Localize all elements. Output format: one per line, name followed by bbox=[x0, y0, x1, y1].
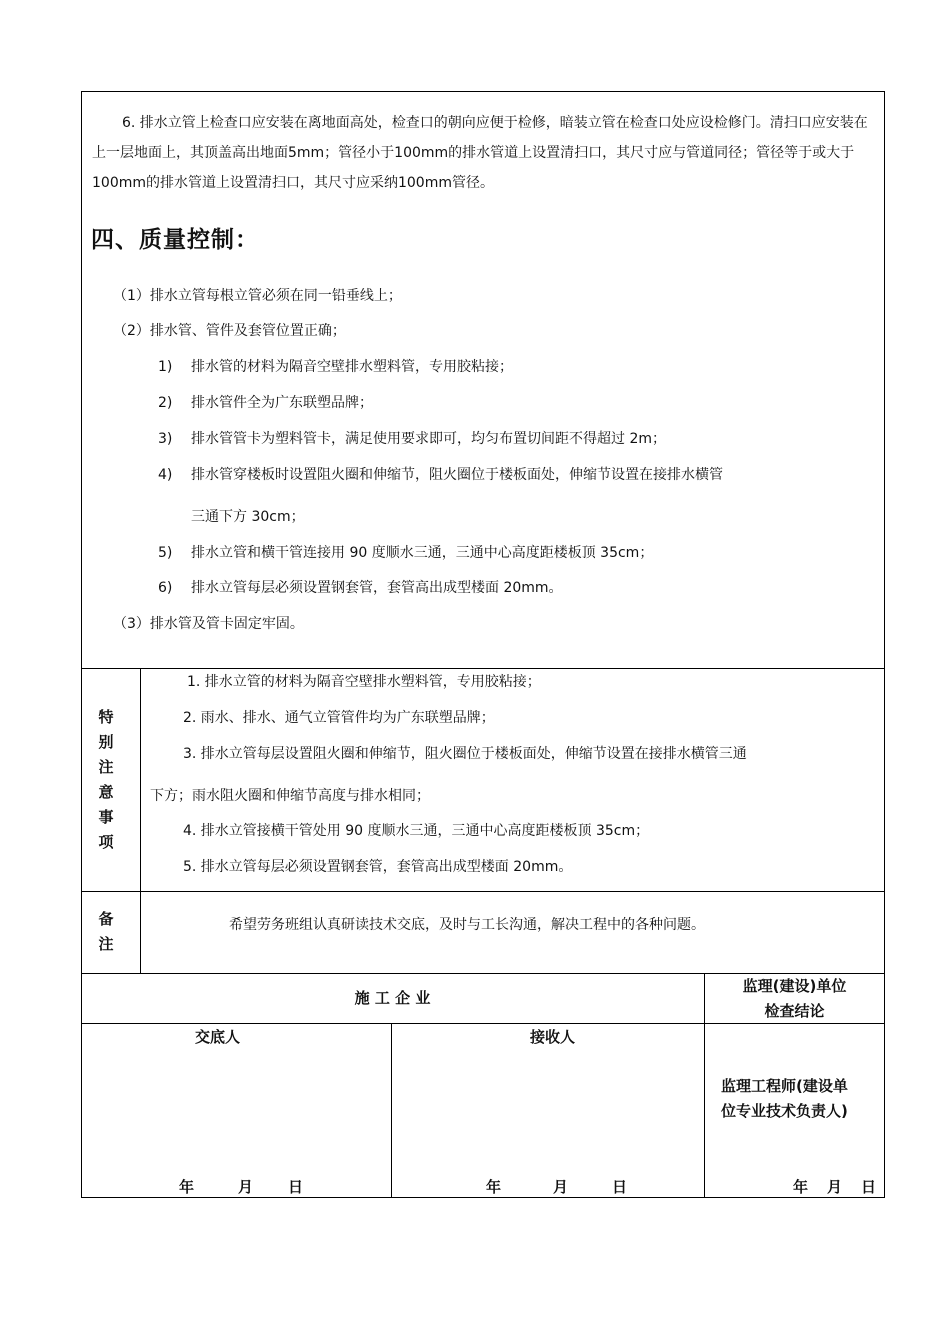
special-label-char: 特 bbox=[98, 708, 114, 726]
divider-remark-top bbox=[81, 891, 885, 892]
qc-item-3: （3）排水管及管卡固定牢固。 bbox=[113, 616, 304, 632]
item-6-paragraph: 6. 排水立管上检查口应安装在离地面高处，检查口的朝向应便于检修，暗装立管在检查口处应设检修门。清扫口应安装在上一层地面上，其顶盖高出地面5mm；管径小于100mm的排水管道上设置清扫口，其尺寸应与管道同径；管径等于或大于100mm的排水管道上设置清扫口，其尺寸应采纳100mm管径。 bbox=[92, 115, 868, 191]
special-note-2: 2. 雨水、排水、通气立管管件均为广东联塑品牌； bbox=[183, 710, 495, 726]
date-year-1: 年 bbox=[179, 1178, 195, 1196]
sub-item-4-text: 排水管穿楼板时设置阻火圈和伸缩节，阻火圈位于楼板面处，伸缩节设置在接排水横管 bbox=[191, 467, 723, 483]
qc-item-2: （2）排水管、管件及套管位置正确； bbox=[113, 323, 346, 339]
special-note-4: 4. 排水立管接横干管处用 90 度顺水三通，三通中心高度距楼板顶 35cm； bbox=[183, 823, 650, 839]
date-day-2: 日 bbox=[612, 1178, 628, 1196]
special-label-char: 别 bbox=[98, 733, 114, 751]
discloser-label: 交底人 bbox=[195, 1028, 241, 1046]
special-label-char: 注 bbox=[98, 758, 114, 776]
date-month-1: 月 bbox=[238, 1178, 254, 1196]
engineer-label-line2: 位专业技术负责人) bbox=[721, 1102, 848, 1120]
supervisor-unit-header-line1: 监理(建设)单位 bbox=[742, 977, 847, 995]
divider-special-top bbox=[81, 668, 885, 669]
remark-label-char: 备 bbox=[98, 910, 114, 928]
divider-sign-header bbox=[81, 1023, 885, 1024]
divider-sign-top bbox=[81, 973, 885, 974]
special-note-1: 1. 排水立管的材料为隔音空壁排水塑料管，专用胶粘接； bbox=[187, 674, 541, 690]
remark-label bbox=[81, 907, 131, 957]
date-month-2: 月 bbox=[553, 1178, 569, 1196]
sub-item-1-num: 1) bbox=[158, 359, 173, 375]
section-heading-quality-control: 四、质量控制： bbox=[91, 227, 259, 253]
date-day-3: 日 bbox=[861, 1178, 877, 1196]
sub-item-3-num: 3) bbox=[158, 431, 173, 447]
special-notes-label bbox=[81, 705, 131, 855]
special-note-5: 5. 排水立管每层必须设置钢套管，套管高出成型楼面 20mm。 bbox=[183, 859, 573, 875]
remark-text: 希望劳务班组认真研读技术交底，及时与工长沟通，解决工程中的各种问题。 bbox=[229, 917, 705, 933]
special-label-char: 项 bbox=[98, 833, 114, 851]
sub-item-5-text: 排水立管和横干管连接用 90 度顺水三通，三通中心高度距楼板顶 35cm； bbox=[191, 545, 654, 561]
date-year-2: 年 bbox=[486, 1178, 502, 1196]
special-note-3-continuation: 下方；雨水阻火圈和伸缩节高度与排水相同； bbox=[150, 788, 430, 804]
engineer-label-line1: 监理工程师(建设单 bbox=[721, 1077, 848, 1095]
special-label-char: 事 bbox=[98, 808, 114, 826]
sub-item-6-num: 6) bbox=[158, 580, 173, 596]
sub-item-2-num: 2) bbox=[158, 395, 173, 411]
divider-receiver-column bbox=[391, 1023, 392, 1198]
sub-item-4-num: 4) bbox=[158, 467, 173, 483]
sub-item-3-text: 排水管管卡为塑料管卡，满足使用要求即可，均匀布置切间距不得超过 2m； bbox=[191, 431, 666, 447]
sub-item-1-text: 排水管的材料为隔音空壁排水塑料管，专用胶粘接； bbox=[191, 359, 513, 375]
sub-item-5-num: 5) bbox=[158, 545, 173, 561]
remark-label-char: 注 bbox=[98, 935, 114, 953]
construction-company-header: 施 工 企 业 bbox=[354, 989, 431, 1007]
date-month-3: 月 bbox=[827, 1178, 843, 1196]
date-year-3: 年 bbox=[793, 1178, 809, 1196]
sub-item-2-text: 排水管件全为广东联塑品牌； bbox=[191, 395, 373, 411]
date-day-1: 日 bbox=[288, 1178, 304, 1196]
supervisor-unit-header-line2: 检查结论 bbox=[764, 1002, 825, 1020]
special-note-3: 3. 排水立管每层设置阻火圈和伸缩节，阻火圈位于楼板面处，伸缩节设置在接排水横管三通 bbox=[183, 746, 747, 762]
divider-label-column bbox=[140, 668, 141, 973]
receiver-label: 接收人 bbox=[530, 1028, 576, 1046]
special-label-char: 意 bbox=[98, 783, 114, 801]
qc-item-1: （1）排水立管每根立管必须在同一铅垂线上； bbox=[113, 288, 402, 304]
sub-item-4-continuation: 三通下方 30cm； bbox=[191, 509, 305, 525]
sub-item-6-text: 排水立管每层必须设置钢套管，套管高出成型楼面 20mm。 bbox=[191, 580, 563, 596]
